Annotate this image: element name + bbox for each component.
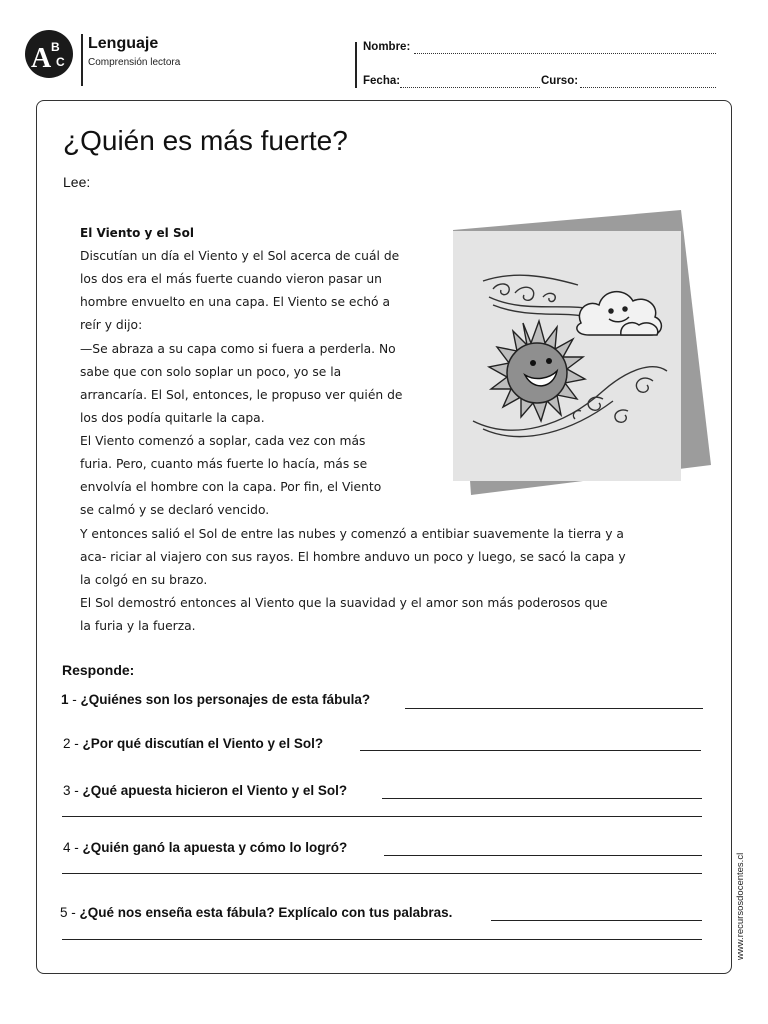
sun-wind-cloud-illustration [453, 231, 681, 481]
svg-text:B: B [51, 40, 60, 54]
date-label: Fecha: [363, 75, 401, 87]
answer-line-3b[interactable] [62, 816, 702, 817]
question-number: 5 [60, 905, 68, 920]
question-text: ¿Quiénes son los personajes de esta fábula? [80, 692, 371, 707]
question-text: ¿Qué apuesta hicieron el Viento y el Sol? [82, 783, 348, 798]
question-number: 3 [63, 783, 71, 798]
question-text: ¿Quién ganó la apuesta y cómo lo logró? [82, 840, 348, 855]
answer-line-4[interactable] [384, 855, 702, 856]
story-paragraph: El Sol demostró entonces al Viento que la suavidad y el amor son más poderosos que la furia y la fuerza. [80, 596, 608, 633]
answer-line-1[interactable] [405, 708, 703, 709]
question-3: 3 - ¿Qué apuesta hicieron el Viento y el Sol? [63, 783, 348, 798]
header-divider-fields [355, 42, 357, 88]
question-text: ¿Qué nos enseña esta fábula? Explícalo con tus palabras. [79, 905, 453, 920]
name-label: Nombre: [363, 41, 411, 53]
sun-icon [489, 321, 585, 421]
name-field[interactable] [414, 53, 716, 54]
subject-title: Lenguaje [88, 35, 159, 52]
story-title: El Viento y el Sol [80, 226, 194, 240]
abc-logo [24, 29, 74, 79]
question-number: 4 [63, 840, 71, 855]
subject-subtitle: Comprensión lectora [88, 57, 181, 68]
question-4: 4 - ¿Quién ganó la apuesta y cómo lo logró? [63, 840, 348, 855]
respond-label: Responde: [62, 662, 135, 678]
question-text: ¿Por qué discutían el Viento y el Sol? [82, 736, 324, 751]
story-paragraph: El Viento comenzó a soplar, cada vez con más furia. Pero, cuanto más fuerte lo hacía, más se envolvía el hombre con la capa. Por fin, el Viento se calmó y se declaró vencido. [80, 434, 382, 517]
question-number: 1 [61, 692, 69, 707]
svg-text:www.recursosdocentes.cl: www.recursosdocentes.cl [735, 852, 746, 960]
date-field[interactable] [400, 87, 540, 88]
question-1: 1 - ¿Quiénes son los personajes de esta fábula? [61, 692, 371, 707]
header-divider [81, 34, 83, 86]
answer-line-4b[interactable] [62, 873, 702, 874]
question-2: 2 - ¿Por qué discutían el Viento y el Sol? [63, 736, 324, 751]
side-credit [733, 830, 747, 960]
course-field[interactable] [580, 87, 716, 88]
answer-line-5[interactable] [491, 920, 702, 921]
story-paragraph: Discutían un día el Viento y el Sol acerca de cuál de los dos era el más fuerte cuando vieron pasar un hombre envuelto en una capa. El Viento se echó a reír y dijo: [80, 249, 400, 332]
page-title: ¿Quién es más fuerte? [63, 125, 348, 156]
answer-line-3[interactable] [382, 798, 702, 799]
answer-line-2[interactable] [360, 750, 701, 751]
wind-icon [483, 275, 593, 317]
question-number: 2 [63, 736, 71, 751]
story-paragraph: —Se abraza a su capa como si fuera a perderla. No sabe que con solo soplar un poco, yo se la arrancaría. El Sol, entonces, le propuso ver quién de los dos podía quitarle la capa. [80, 342, 403, 425]
question-5: 5 - ¿Qué nos enseña esta fábula? Explícalo con tus palabras. [60, 905, 453, 920]
svg-text:A: A [31, 43, 52, 74]
course-label: Curso: [541, 75, 579, 87]
svg-text:C: C [56, 55, 65, 69]
answer-line-5b[interactable] [62, 939, 702, 940]
story-paragraph: Y entonces salió el Sol de entre las nubes y comenzó a entibiar suavemente la tierra y a aca- riciar al viajero con sus rayos. El hombre anduvo un poco y luego, se sacó la capa y la colgó en su brazo. [80, 527, 626, 587]
cloud-icon [577, 292, 662, 335]
instruction-label: Lee: [63, 174, 91, 190]
